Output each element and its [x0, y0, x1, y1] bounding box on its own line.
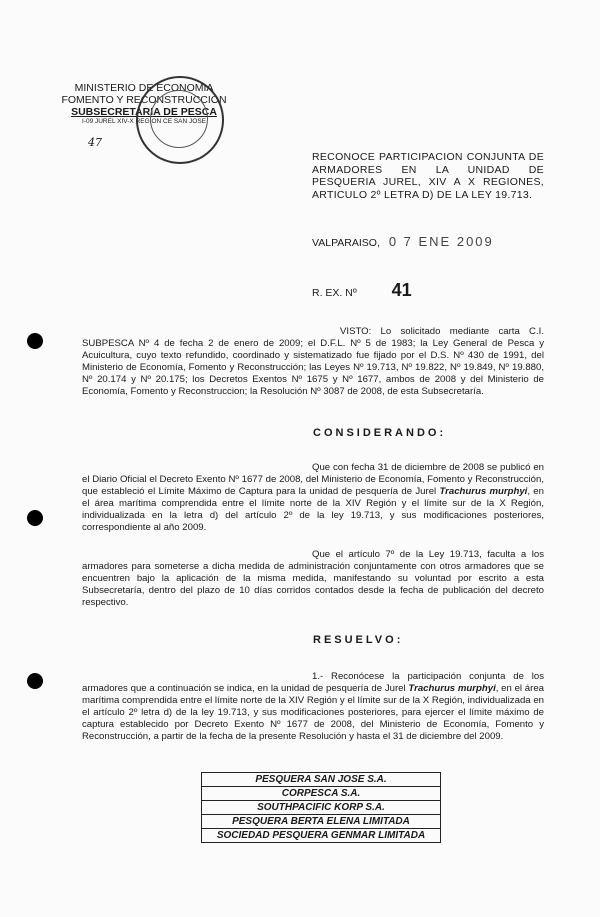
- punch-hole-bottom: [27, 673, 43, 689]
- armador-cell: CORPESCA S.A.: [202, 787, 441, 801]
- visto-paragraph: [82, 326, 544, 398]
- species-name: Trachurus murphyi: [439, 486, 528, 497]
- visto-lead: VISTO:: [340, 326, 372, 337]
- table-row: [202, 829, 441, 843]
- armador-cell: SOUTHPACIFIC KORP S.A.: [202, 801, 441, 815]
- place-label: VALPARAISO,: [312, 237, 380, 249]
- handwritten-mark: 47: [88, 136, 102, 149]
- considerando-heading: CONSIDERANDO:: [313, 427, 447, 439]
- official-seal-stamp: [136, 76, 224, 164]
- resolution-line: [312, 280, 412, 301]
- armador-cell: PESQUERA SAN JOSE S.A.: [202, 773, 441, 787]
- reference-title: RECONOCE PARTICIPACION CONJUNTA DE ARMADORES EN LA UNIDAD DE PESQUERIA JUREL, XIV A X REGIONES, ARTICULO 2º LETRA D) DE LA LEY 19.713.: [312, 151, 544, 201]
- table-row: [202, 773, 441, 787]
- table-row: [202, 787, 441, 801]
- table-row: [202, 815, 441, 829]
- considerando-paragraph-2: Que el artículo 7º de la Ley 19.713, faculta a los armadores para someterse a dicha medida de administración conjuntamente con otros armadores que se encuentren bajo la aplicación de la misma medida, manifestando su voluntad por escrito a esta Subsecretaría, dentro del plazo de 10 días corridos contados desde la fecha de publicación del decreto respectivo.: [82, 549, 544, 608]
- file-code: I-09 JUREL XIV-X REGION CE SAN JOSE: [81, 118, 206, 125]
- considerando-paragraph-1: Que con fecha 31 de diciembre de 2008 se publicó en el Diario Oficial el Decreto Exento Nº 1677 de 2008, del Ministerio de Economía, Fomento y Reconstrucción, que estableció el Límite Máximo de Captura para la unidad de pesquería de Jurel Trachurus murphyi, en el área marítima comprendida entre el límite norte de la XIV Región y el límite sur de la X Región, individualizada en la letra d) del artículo 2º de la ley 19.713, y sus modificaciones posteriores, correspondiente al año 2009.: [82, 462, 544, 533]
- subsecretaria-line: SUBSECRETARIA DE PESCA: [71, 106, 217, 118]
- armadores-table: [201, 772, 441, 843]
- punch-hole-top: [27, 333, 43, 349]
- armador-cell: SOCIEDAD PESQUERA GENMAR LIMITADA: [202, 829, 441, 843]
- visto-text: Lo solicitado mediante carta C.I. SUBPESCA Nº 4 de fecha 2 de enero de 2009; el D.F.L. Nº 5 de 1983; la Ley General de Pesca y Acuicultura, cuyo texto refundido, coordinado y sistematizado fue fijado por el D.S. Nº 430 de 1991, del Ministerio de Economía, Fomento y Reconstrucción; las Leyes Nº 19.713, Nº 19.822, Nº 19.849, Nº 19.880, Nº 20.174 y Nº 20.175; los Decretos Exentos Nº 1675 y Nº 1677, ambos de 2008 y del Ministerio de Economía, Fomento y Reconstruccion; la Resolución Nº 3087 de 2008, de esta Subsecretaría.: [82, 326, 544, 397]
- place-date-line: [312, 234, 494, 249]
- resuelvo-heading: RESUELVO:: [313, 634, 404, 646]
- armador-cell: PESQUERA BERTA ELENA LIMITADA: [202, 815, 441, 829]
- resolution-number: 41: [391, 280, 412, 300]
- table-row: [202, 801, 441, 815]
- date-stamp: 0 7 ENE 2009: [388, 234, 494, 249]
- species-name: Trachurus murphyi: [408, 683, 496, 694]
- ministry-line: MINISTERIO DE ECONOMIA: [74, 82, 214, 94]
- ministry-line-2: FOMENTO Y RECONSTRUCCION: [61, 94, 227, 106]
- punch-hole-middle: [27, 510, 43, 526]
- resolution-label: R. EX. Nº: [312, 287, 357, 299]
- resuelvo-paragraph-1: 1.- Reconócese la participación conjunta de los armadores que a continuación se indica, en la unidad de pesquería de Jurel Trachurus murphyi, en el área marítima comprendida entre el límite norte de la XIV Región y el límite sur de la X Región, individualizada en el artículo 2º letra d) de la ley 19.713, y sus modificaciones posteriores, para ejercer el límite máximo de captura establecido por Decreto Exento Nº 1677 de 2008, del Ministerio de Economía, Fomento y Reconstrucción, a partir de la fecha de la presente Resolución y hasta el 31 de diciembre del 2009.: [82, 671, 544, 742]
